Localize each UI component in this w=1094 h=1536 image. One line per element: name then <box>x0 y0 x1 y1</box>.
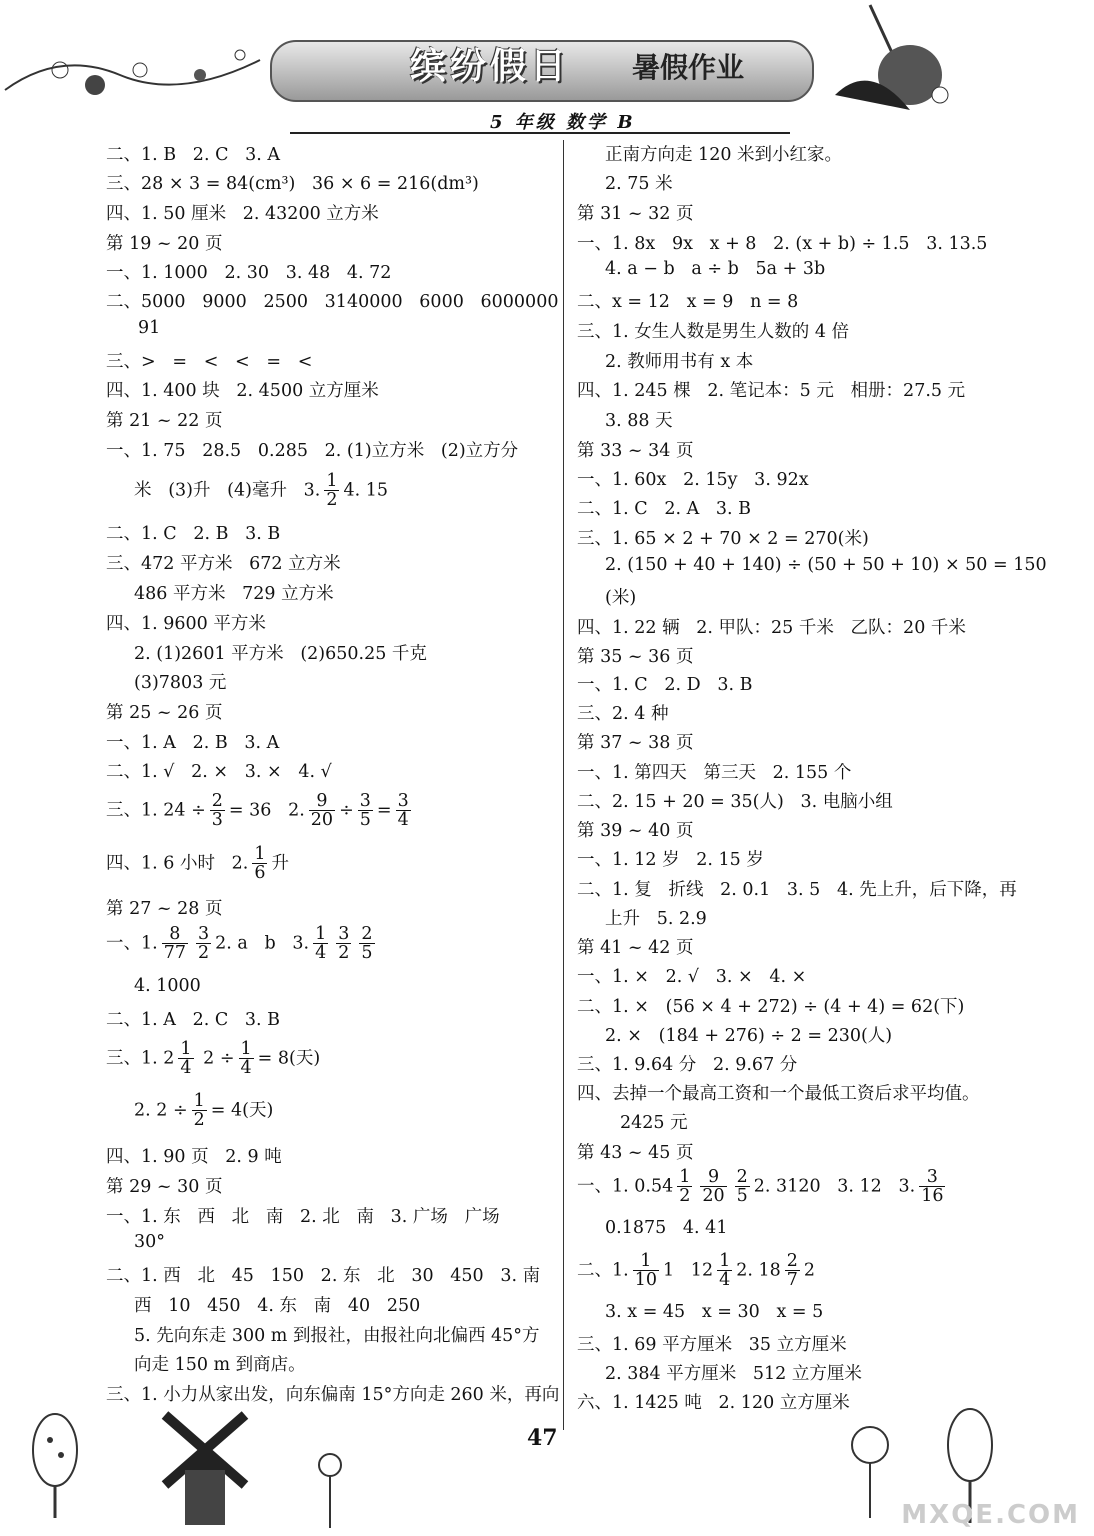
page-range-heading: 第 21 ~ 22 页 <box>106 411 223 431</box>
answer-line: 一、1. 1000 2. 30 3. 48 4. 72 <box>106 263 392 283</box>
answer-line: 486 平方米 729 立方米 <box>134 584 334 604</box>
answer-line: 一、1. 60x 2. 15y 3. 92x <box>577 470 809 490</box>
answer-line: 西 10 450 4. 东 南 40 250 <box>134 1296 421 1316</box>
answer-line: 四、1. 9600 平方米 <box>106 614 266 634</box>
answer-line: 一、1. 8x 9x x + 8 2. (x + b) ÷ 1.5 3. 13.5 <box>577 234 988 254</box>
answer-line: 3. 88 天 <box>605 411 673 431</box>
answer-line: 一、1. 东 西 北 南 2. 北 南 3. 广场 广场 <box>106 1207 500 1227</box>
windmill-icon <box>150 1410 260 1530</box>
fraction: $\frac{8}{77}$ <box>163 924 186 964</box>
answer-line: 三、28 × 3 = 84(cm³) 36 × 6 = 216(dm³) <box>106 174 479 194</box>
answer-line: 2. 75 米 <box>605 174 673 194</box>
answer-line: 三、1. 2 $\frac{1}{4}$ 2 ÷ $\frac{1}{4}$ = 8(天) <box>106 1039 321 1079</box>
fraction: $\frac{9}{20}$ <box>702 1167 725 1207</box>
answer-line: 2. 教师用书有 x 本 <box>605 352 754 372</box>
watermark: MXQE.COM <box>901 1500 1080 1530</box>
answer-line: 二、1. √ 2. × 3. × 4. √ <box>106 762 332 782</box>
page-range-heading: 第 19 ~ 20 页 <box>106 234 223 254</box>
answer-line: 二、1. 西 北 45 150 2. 东 北 30 450 3. 南 <box>106 1266 541 1286</box>
answer-line: 二、1. C 2. B 3. B <box>106 524 281 544</box>
answer-line: 四、1. 50 厘米 2. 43200 立方米 <box>106 204 379 224</box>
answer-line: 三、1. 女生人数是男生人数的 4 倍 <box>577 322 850 342</box>
answer-line: 2. 2 ÷ $\frac{1}{2}$ = 4(天) <box>134 1091 274 1131</box>
answer-line: 三、1. 小力从家出发，向东偏南 15°方向走 260 米，再向 <box>106 1385 560 1405</box>
answer-line: 米 (3)升 (4)毫升 3. $\frac{1}{2}$ 4. 15 <box>134 471 389 511</box>
answer-line: 2. × (184 + 276) ÷ 2 = 230(人) <box>605 1026 893 1046</box>
column-divider <box>563 140 564 1430</box>
page-range-heading: 第 29 ~ 30 页 <box>106 1177 223 1197</box>
answer-line: 四、1. 22 辆 2. 甲队：25 千米 乙队：20 千米 <box>577 618 966 638</box>
fraction: $\frac{3}{16}$ <box>921 1167 944 1207</box>
page-range-heading: 第 39 ~ 40 页 <box>577 821 694 841</box>
page-range-heading: 第 35 ~ 36 页 <box>577 647 694 667</box>
answer-line: (米) <box>605 588 637 608</box>
answer-line: 一、1. $\frac{8}{77}$ $\frac{3}{2}$ 2. a b 3. $\frac{1}{4}$ $\frac{3}{2}$ $\frac{2}{5}$ <box>106 924 373 964</box>
answer-line: 5. 先向东走 300 m 到报社，由报社向北偏西 45°方 <box>134 1326 540 1346</box>
fraction: $\frac{2}{5}$ <box>736 1167 748 1207</box>
answer-line: 一、1. C 2. D 3. B <box>577 675 753 695</box>
answer-line: 四、1. 245 棵 2. 笔记本：5 元 相册：27.5 元 <box>577 381 966 401</box>
answer-line: 2. (1)2601 平方米 (2)650.25 千克 <box>134 644 427 664</box>
fraction: $\frac{1}{2}$ <box>326 471 338 511</box>
flower-icon <box>840 1420 900 1520</box>
answer-line: 一、1. 第四天 第三天 2. 155 个 <box>577 763 852 783</box>
fraction: $\frac{2}{3}$ <box>211 791 223 831</box>
fraction: $\frac{3}{4}$ <box>397 791 409 831</box>
drink-watermelon-icon <box>830 0 960 130</box>
fraction: $\frac{1}{2}$ <box>679 1167 691 1207</box>
fraction: $\frac{3}{5}$ <box>359 791 371 831</box>
answer-line: 四、去掉一个最高工资和一个最低工资后求平均值。 <box>577 1084 980 1104</box>
flower-icon <box>310 1450 350 1530</box>
flower-vine-icon <box>0 30 270 110</box>
fraction: $\frac{1}{2}$ <box>193 1091 205 1131</box>
answer-line: 三、> = < < = < <box>106 352 313 372</box>
fraction: $\frac{1}{6}$ <box>254 844 266 884</box>
answer-line: 4. 1000 <box>134 976 201 996</box>
fraction: $\frac{2}{5}$ <box>361 924 373 964</box>
header-rule <box>290 132 790 134</box>
answer-line: 三、1. 69 平方厘米 35 立方厘米 <box>577 1335 847 1355</box>
answer-line: 二、1. 复 折线 2. 0.1 3. 5 4. 先上升，后下降，再 <box>577 880 1017 900</box>
page-number: 47 <box>527 1425 558 1451</box>
answer-line: 三、1. 9.64 分 2. 9.67 分 <box>577 1055 798 1075</box>
answer-line: 二、2. 15 + 20 = 35(人) 3. 电脑小组 <box>577 792 893 812</box>
answer-line: 四、1. 400 块 2. 4500 立方厘米 <box>106 381 379 401</box>
answer-line: 三、472 平方米 672 立方米 <box>106 554 341 574</box>
answer-line: 二、1. $\frac{1}{10}$ 1 12 $\frac{1}{4}$ 2. 18 $\frac{2}{7}$ 2 <box>577 1251 816 1291</box>
fraction: $\frac{9}{20}$ <box>310 791 334 831</box>
answer-line: 二、5000 9000 2500 3140000 6000 6000000 <box>106 292 559 312</box>
answer-line: 上升 5. 2.9 <box>605 909 707 929</box>
answer-line: 三、1. 24 ÷ $\frac{2}{3}$ = 36 2. $\frac{9}{20}$ ÷ $\frac{3}{5}$ = $\frac{3}{4}$ <box>106 791 409 831</box>
fraction: $\frac{3}{2}$ <box>197 924 210 964</box>
answer-line: 2. (150 + 40 + 140) ÷ (50 + 50 + 10) × 50 = 150 <box>605 555 1047 575</box>
fraction: $\frac{3}{2}$ <box>338 924 350 964</box>
answer-line: 四、1. 90 页 2. 9 吨 <box>106 1147 282 1167</box>
answer-line: 三、2. 4 种 <box>577 704 669 724</box>
page-range-heading: 第 25 ~ 26 页 <box>106 703 223 723</box>
answer-line: 三、1. 65 × 2 + 70 × 2 = 270(米) <box>577 529 869 549</box>
page-range-heading: 第 43 ~ 45 页 <box>577 1143 694 1163</box>
answer-line: 0.1875 4. 41 <box>605 1218 728 1238</box>
page-range-heading: 第 33 ~ 34 页 <box>577 441 694 461</box>
page-range-heading: 第 31 ~ 32 页 <box>577 204 694 224</box>
fraction: $\frac{1}{4}$ <box>240 1039 252 1079</box>
answer-line: 二、1. B 2. C 3. A <box>106 145 281 165</box>
answer-line: 3. x = 45 x = 30 x = 5 <box>605 1302 824 1322</box>
answer-line: 二、x = 12 x = 9 n = 8 <box>577 292 799 312</box>
book-subtitle: 暑假作业 <box>632 51 745 84</box>
answer-line: 一、1. 75 28.5 0.285 2. (1)立方米 (2)立方分 <box>106 441 519 461</box>
answer-line: 一、1. × 2. √ 3. × 4. × <box>577 967 807 987</box>
answer-line: 四、1. 6 小时 2. $\frac{1}{6}$ 升 <box>106 844 289 884</box>
answer-line: 2425 元 <box>620 1113 688 1133</box>
grade-label: 5 年级 数学 B <box>490 112 636 133</box>
answer-line: 4. a − b a ÷ b 5a + 3b <box>605 259 826 279</box>
page-range-heading: 第 37 ~ 38 页 <box>577 733 694 753</box>
answer-line: 一、1. A 2. B 3. A <box>106 733 280 753</box>
fraction: $\frac{1}{10}$ <box>634 1251 657 1291</box>
answer-line: 向走 150 m 到商店。 <box>134 1355 306 1375</box>
answer-line: 六、1. 1425 吨 2. 120 立方厘米 <box>577 1393 850 1413</box>
answer-line: 二、1. C 2. A 3. B <box>577 499 752 519</box>
tree-icon <box>25 1410 85 1520</box>
answer-line: 一、1. 0.54 $\frac{1}{2}$ $\frac{9}{20}$ $\frac{2}{5}$ 2. 3120 3. 12 3. $\frac{3}{16}$ <box>577 1167 944 1207</box>
answer-line: 2. 384 平方厘米 512 立方厘米 <box>605 1364 862 1384</box>
answer-line: 30° <box>134 1232 166 1252</box>
answer-line: 二、1. × (56 × 4 + 272) ÷ (4 + 4) = 62(下) <box>577 997 965 1017</box>
fraction: $\frac{2}{7}$ <box>786 1251 798 1291</box>
book-title: 缤纷假日 <box>410 45 571 87</box>
answer-line: (3)7803 元 <box>134 673 227 693</box>
page-range-heading: 第 41 ~ 42 页 <box>577 938 694 958</box>
answer-line: 正南方向走 120 米到小红家。 <box>605 145 843 165</box>
fraction: $\frac{1}{4}$ <box>180 1039 192 1079</box>
answer-line: 一、1. 12 岁 2. 15 岁 <box>577 850 764 870</box>
answer-line: 91 <box>138 318 161 338</box>
answer-line: 二、1. A 2. C 3. B <box>106 1010 281 1030</box>
fraction: $\frac{1}{4}$ <box>719 1251 731 1291</box>
page-range-heading: 第 27 ~ 28 页 <box>106 899 223 919</box>
fraction: $\frac{1}{4}$ <box>315 924 327 964</box>
